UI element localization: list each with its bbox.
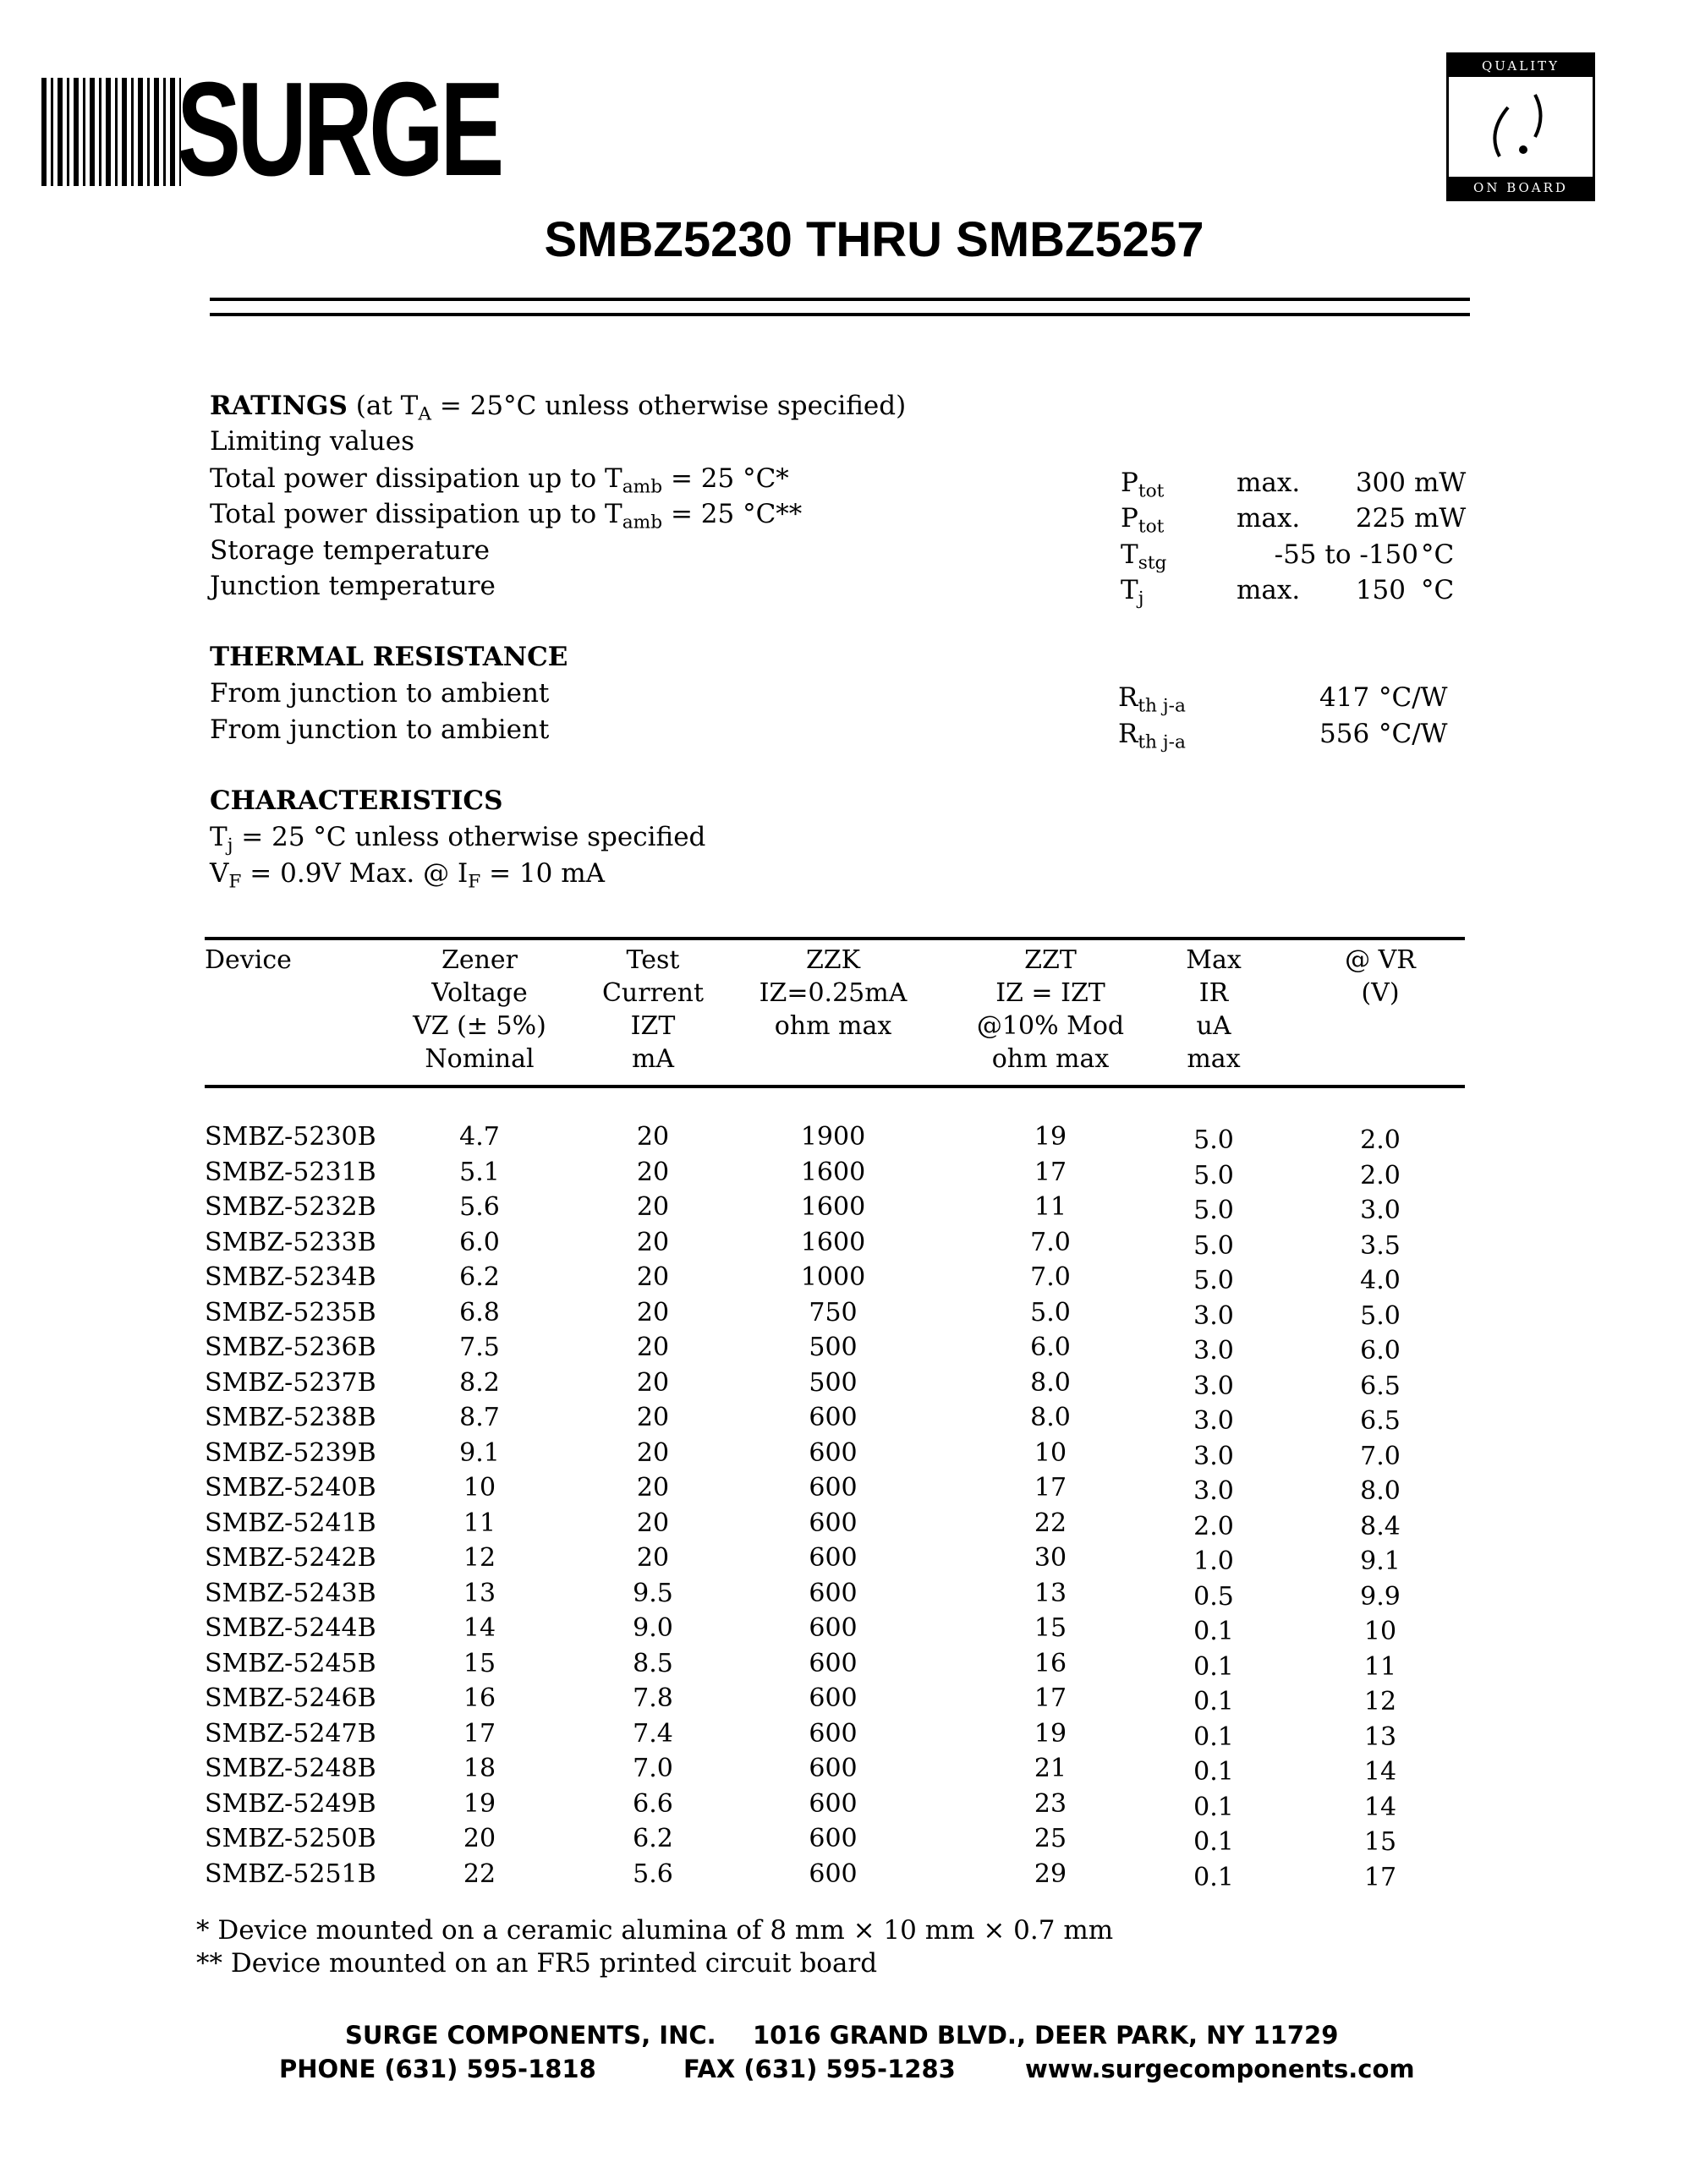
table-row [0, 1405, 1689, 1439]
thermal-label: From junction to ambient [210, 678, 550, 709]
cell-vr: 12 [1363, 1687, 1397, 1716]
table-header-line: mA [631, 1044, 675, 1074]
cell-test-current: 20 [636, 1192, 670, 1222]
rating-label-post: = 25 °C* [662, 463, 789, 494]
cell-zzt: 21 [1034, 1754, 1067, 1783]
cell-zener-voltage: 15 [463, 1648, 496, 1678]
rating-label-text: Total power dissipation up to T [210, 499, 622, 529]
cell-zzk: 600 [809, 1613, 858, 1643]
surge-logo [41, 55, 501, 204]
cell-device: SMBZ-5233B [205, 1227, 376, 1257]
cell-max-ir: 3.0 [1193, 1300, 1234, 1331]
footer-address: 1016 GRAND BLVD., DEER PARK, NY 11729 [753, 2021, 1339, 2050]
cell-vr: 6.0 [1360, 1336, 1401, 1366]
table-row [0, 1788, 1689, 1825]
rating-symbol [1121, 577, 1143, 608]
cell-device: SMBZ-5230B [205, 1122, 376, 1152]
c2-sub2: F [468, 871, 481, 893]
rating-value: 150 [1355, 575, 1406, 605]
table-row [0, 1157, 1689, 1194]
c2-sub: F [228, 871, 242, 893]
c1-sub: j [227, 835, 233, 857]
cell-zzk: 600 [809, 1473, 858, 1503]
c1-pre: T [210, 822, 228, 852]
cell-zener-voltage: 7.5 [459, 1333, 500, 1362]
cell-zzt: 30 [1034, 1543, 1067, 1573]
table-header-line: Device [205, 945, 292, 975]
cell-max-ir: 5.0 [1193, 1196, 1234, 1225]
cell-zener-voltage: 6.2 [459, 1262, 500, 1292]
cell-zzt: 5.0 [1030, 1297, 1071, 1327]
ratings-note: (at T [355, 391, 419, 421]
rating-symbol [1121, 539, 1167, 574]
table-row [0, 1578, 1689, 1615]
table-header-line: Current [601, 978, 705, 1008]
cell-zzt: 10 [1034, 1437, 1067, 1468]
cell-zener-voltage: 17 [463, 1718, 496, 1749]
thermal-symbol-sub: th j-a [1138, 731, 1186, 753]
cell-zzk: 750 [809, 1297, 858, 1327]
cell-device: SMBZ-5241B [205, 1508, 376, 1538]
cell-max-ir: 3.0 [1193, 1476, 1234, 1506]
cell-zzt: 8.0 [1030, 1367, 1071, 1398]
table-header-line: ZZK [805, 945, 861, 975]
cell-test-current: 9.5 [633, 1578, 673, 1608]
table-header-line: ohm max [991, 1044, 1110, 1074]
cell-zener-voltage: 6.8 [459, 1297, 500, 1327]
cell-zzt: 23 [1034, 1788, 1067, 1819]
rating-symbol [1121, 503, 1165, 538]
cell-device: SMBZ-5231B [205, 1157, 376, 1187]
table-header-line: max [1187, 1044, 1241, 1074]
cell-max-ir: 0.1 [1193, 1687, 1234, 1716]
cell-vr: 8.0 [1360, 1476, 1401, 1506]
table-row [0, 1192, 1689, 1229]
cell-zzk: 600 [809, 1858, 858, 1889]
cell-test-current: 20 [636, 1297, 670, 1327]
cell-zzk: 1600 [800, 1227, 866, 1257]
cell-zzk: 600 [809, 1437, 858, 1468]
cell-zzk: 600 [809, 1718, 858, 1749]
cell-max-ir: 0.1 [1193, 1617, 1234, 1646]
cell-zzt: 11 [1034, 1192, 1067, 1222]
cell-max-ir: 0.5 [1193, 1581, 1234, 1612]
cell-device: SMBZ-5238B [205, 1403, 376, 1432]
cell-device: SMBZ-5240B [205, 1473, 376, 1503]
cell-zzt: 6.0 [1030, 1333, 1071, 1362]
rating-value: 300 [1355, 468, 1406, 498]
cell-zzk: 600 [809, 1788, 858, 1819]
table-header-line: VZ (± 5%) [413, 1011, 546, 1041]
cell-test-current: 20 [636, 1157, 670, 1187]
table-row [0, 1122, 1689, 1158]
cell-zzt: 22 [1034, 1508, 1067, 1538]
cell-vr: 7.0 [1360, 1441, 1401, 1471]
table-header-col [706, 944, 960, 1043]
footnote-2: ** Device mounted on an FR5 printed circuit board [196, 1948, 878, 1979]
footnote-1: * Device mounted on a ceramic alumina of 8 mm × 10 mm × 0.7 mm [196, 1915, 1114, 1946]
cell-zzk: 1000 [800, 1262, 866, 1292]
rating-qualifier: max. [1237, 575, 1301, 605]
cell-test-current: 20 [636, 1122, 670, 1152]
cell-vr: 14 [1363, 1792, 1397, 1822]
cell-zener-voltage: 20 [463, 1824, 496, 1853]
table-header-line: Voltage [431, 978, 528, 1008]
rating-unit: mW [1414, 503, 1467, 534]
cell-zener-voltage: 8.2 [459, 1367, 500, 1398]
cell-device: SMBZ-5247B [205, 1718, 376, 1749]
table-header-line: Max [1186, 945, 1242, 975]
cell-vr: 11 [1363, 1651, 1397, 1682]
cell-zener-voltage: 11 [463, 1508, 496, 1538]
rating-symbol-sub: stg [1138, 552, 1167, 574]
cell-vr: 2.0 [1360, 1125, 1401, 1155]
cell-vr: 9.1 [1360, 1546, 1401, 1576]
table-row [0, 1543, 1689, 1579]
rating-unit: °C [1421, 575, 1455, 605]
rating-label-sub: amb [622, 512, 663, 534]
cell-zzt: 8.0 [1030, 1403, 1071, 1432]
cell-zzt: 29 [1034, 1858, 1067, 1889]
rating-unit: °C [1421, 539, 1455, 570]
table-row [0, 1826, 1689, 1860]
cell-max-ir: 5.0 [1193, 1160, 1234, 1191]
cell-device: SMBZ-5251B [205, 1858, 376, 1889]
cell-vr: 6.5 [1360, 1406, 1401, 1436]
cell-zzk: 600 [809, 1543, 858, 1573]
rating-symbol-sub: tot [1138, 516, 1165, 538]
rating-label-text: Total power dissipation up to T [210, 463, 622, 494]
table-row [0, 1297, 1689, 1334]
cell-vr: 3.5 [1360, 1230, 1401, 1261]
badge-bottom-text: ON BOARD [1449, 177, 1593, 199]
table-row [0, 1437, 1689, 1475]
footer-fax: FAX (631) 595-1283 [683, 2055, 956, 2083]
title-rule-bottom [210, 313, 1470, 316]
cell-test-current: 7.8 [633, 1683, 673, 1713]
cell-vr: 15 [1363, 1827, 1397, 1857]
c2-post: = 10 mA [480, 858, 606, 889]
cell-device: SMBZ-5232B [205, 1192, 376, 1222]
cell-zzk: 600 [809, 1403, 858, 1432]
rating-qualifier: max. [1237, 468, 1301, 498]
cell-device: SMBZ-5234B [205, 1262, 376, 1292]
thermal-value: 556 [1319, 719, 1370, 749]
cell-zzk: 1900 [800, 1122, 866, 1152]
cell-zzk: 600 [809, 1754, 858, 1783]
cell-vr: 10 [1363, 1617, 1397, 1646]
quality-on-board-badge [1446, 52, 1595, 201]
table-row [0, 1648, 1689, 1685]
ratings-heading-line [210, 393, 906, 424]
table-header-line: IR [1198, 978, 1229, 1008]
thermal-unit: °C/W [1379, 682, 1448, 713]
cell-test-current: 6.2 [633, 1824, 673, 1853]
characteristics-line-2 [210, 858, 606, 893]
rating-symbol-main: T [1121, 575, 1138, 605]
cell-device: SMBZ-5237B [205, 1367, 376, 1398]
thermal-symbol-sub: th j-a [1138, 695, 1186, 717]
cell-zzk: 600 [809, 1578, 858, 1608]
cell-zener-voltage: 5.1 [459, 1157, 500, 1187]
rating-unit: mW [1414, 468, 1467, 498]
cell-test-current: 9.0 [633, 1613, 673, 1643]
cell-zener-voltage: 13 [463, 1578, 496, 1608]
cell-test-current: 20 [636, 1437, 670, 1468]
cell-max-ir: 0.1 [1193, 1757, 1234, 1787]
characteristics-line-1 [210, 824, 705, 855]
cell-zzt: 16 [1034, 1648, 1067, 1678]
cell-test-current: 20 [636, 1508, 670, 1538]
footer-company: SURGE COMPONENTS, INC. [345, 2021, 716, 2050]
table-row [0, 1475, 1689, 1509]
footer-phone: PHONE (631) 595-1818 [279, 2055, 596, 2083]
cell-zzk: 600 [809, 1683, 858, 1713]
cell-device: SMBZ-5250B [205, 1824, 376, 1853]
cell-max-ir: 1.0 [1193, 1546, 1234, 1576]
cell-device: SMBZ-5246B [205, 1683, 376, 1713]
cell-zzk: 500 [809, 1367, 858, 1398]
c2-pre: V [210, 858, 229, 889]
rating-symbol [1121, 470, 1164, 501]
table-rule-bottom [205, 1085, 1465, 1088]
cell-zzk: 600 [809, 1508, 858, 1538]
rating-label [210, 535, 490, 568]
cell-zener-voltage: 8.7 [459, 1403, 500, 1432]
thermal-value: 417 [1319, 682, 1370, 713]
ratings-note-post: = 25°C unless otherwise specified) [431, 391, 907, 421]
cell-max-ir: 5.0 [1193, 1266, 1234, 1295]
cell-test-current: 20 [636, 1473, 670, 1503]
thermal-unit: °C/W [1379, 719, 1448, 749]
cell-zzt: 19 [1034, 1718, 1067, 1749]
cell-max-ir: 3.0 [1193, 1336, 1234, 1366]
cell-device: SMBZ-5239B [205, 1437, 376, 1468]
cell-device: SMBZ-5242B [205, 1543, 376, 1573]
cell-max-ir: 0.1 [1193, 1721, 1234, 1752]
rating-symbol-main: T [1121, 539, 1138, 570]
cell-test-current: 20 [636, 1333, 670, 1362]
cell-max-ir: 3.0 [1193, 1371, 1234, 1401]
ratings-heading: RATINGS [210, 391, 348, 421]
cell-zener-voltage: 22 [463, 1858, 496, 1889]
cell-test-current: 20 [636, 1543, 670, 1573]
cell-max-ir: 0.1 [1193, 1862, 1234, 1892]
cell-max-ir: 0.1 [1193, 1792, 1234, 1822]
rating-symbol-main: P [1121, 503, 1138, 534]
cell-test-current: 7.0 [633, 1754, 673, 1783]
logo-bars [41, 78, 181, 186]
cell-device: SMBZ-5249B [205, 1788, 376, 1819]
cell-vr: 13 [1363, 1721, 1397, 1752]
table-header-line: Nominal [425, 1044, 535, 1074]
page-title: SMBZ5230 THRU SMBZ5257 [544, 212, 1204, 267]
cell-test-current: 5.6 [633, 1858, 673, 1889]
cell-zzt: 17 [1034, 1473, 1067, 1503]
table-row [0, 1262, 1689, 1299]
rating-qualifier: max. [1237, 503, 1301, 534]
cell-zener-voltage: 12 [463, 1543, 496, 1573]
table-row [0, 1367, 1689, 1404]
cell-device: SMBZ-5235B [205, 1297, 376, 1327]
quality-swirl-icon [1483, 90, 1559, 162]
cell-zzt: 7.0 [1030, 1227, 1071, 1257]
cell-vr: 9.9 [1360, 1581, 1401, 1612]
rating-symbol-sub: j [1138, 588, 1144, 610]
thermal-symbol [1118, 682, 1186, 717]
rating-symbol-sub: tot [1138, 480, 1165, 502]
limiting-values: Limiting values [210, 426, 414, 457]
cell-zener-voltage: 5.6 [459, 1192, 500, 1222]
table-header-line: IZT [630, 1011, 676, 1041]
cell-max-ir: 0.1 [1193, 1827, 1234, 1857]
cell-vr: 6.5 [1360, 1371, 1401, 1401]
table-header-line: IZ=0.25mA [759, 978, 908, 1008]
cell-zener-voltage: 10 [463, 1473, 496, 1503]
cell-test-current: 20 [636, 1367, 670, 1398]
cell-device: SMBZ-5245B [205, 1648, 376, 1678]
characteristics-heading: CHARACTERISTICS [210, 785, 503, 816]
thermal-symbol-main: R [1118, 682, 1138, 713]
cell-zener-voltage: 16 [463, 1683, 496, 1713]
table-header-line: ZZT [1024, 945, 1077, 975]
rating-label [210, 501, 802, 532]
cell-max-ir: 5.0 [1193, 1230, 1234, 1261]
cell-test-current: 20 [636, 1227, 670, 1257]
cell-zener-voltage: 4.7 [459, 1122, 500, 1152]
cell-zener-voltage: 6.0 [459, 1227, 500, 1257]
table-row [0, 1718, 1689, 1755]
cell-zzk: 600 [809, 1648, 858, 1678]
cell-zzk: 1600 [800, 1192, 866, 1222]
cell-zzt: 17 [1034, 1157, 1067, 1187]
table-header-line: @10% Mod [976, 1011, 1125, 1041]
rating-label-text: Storage temperature [210, 535, 490, 566]
thermal-label: From junction to ambient [210, 714, 550, 745]
cell-zener-voltage: 18 [463, 1754, 496, 1783]
cell-vr: 5.0 [1360, 1300, 1401, 1331]
cell-max-ir: 0.1 [1193, 1651, 1234, 1682]
c2-mid: = 0.9V Max. @ I [241, 858, 469, 889]
rating-symbol-main: P [1121, 468, 1138, 498]
cell-zzk: 500 [809, 1333, 858, 1362]
cell-test-current: 6.6 [633, 1788, 673, 1819]
rating-label-sub: amb [622, 476, 663, 498]
cell-device: SMBZ-5243B [205, 1578, 376, 1608]
rating-label-text: Junction temperature [210, 571, 496, 601]
table-header-line: Zener [441, 945, 518, 975]
cell-zener-voltage: 9.1 [459, 1437, 500, 1468]
cell-test-current: 20 [636, 1262, 670, 1292]
footer-website[interactable]: www.surgecomponents.com [1025, 2055, 1415, 2083]
table-header-line: IZ = IZT [995, 978, 1105, 1008]
title-rule-top [210, 298, 1470, 301]
cell-max-ir: 3.0 [1193, 1406, 1234, 1436]
table-row [0, 1508, 1689, 1545]
rating-value: -55 to -150 [1274, 539, 1418, 570]
thermal-symbol [1118, 721, 1186, 752]
cell-vr: 17 [1363, 1862, 1397, 1892]
table-header-line: @ VR [1345, 945, 1416, 975]
cell-test-current: 7.4 [633, 1718, 673, 1749]
table-header-line: Test [626, 945, 680, 975]
logo-text: SURGE [177, 55, 501, 204]
cell-vr: 8.4 [1360, 1511, 1401, 1541]
cell-zzt: 17 [1034, 1683, 1067, 1713]
table-row [0, 1613, 1689, 1650]
cell-zener-voltage: 14 [463, 1613, 496, 1643]
cell-zzt: 7.0 [1030, 1262, 1071, 1292]
rating-value: 225 [1355, 503, 1406, 534]
table-row [0, 1756, 1689, 1790]
cell-zzk: 600 [809, 1824, 858, 1853]
cell-max-ir: 2.0 [1193, 1511, 1234, 1541]
cell-max-ir: 5.0 [1193, 1125, 1234, 1155]
cell-test-current: 8.5 [633, 1648, 673, 1678]
table-header-col [1253, 944, 1507, 1010]
rating-label-post: = 25 °C** [662, 499, 803, 529]
rating-label [210, 463, 789, 498]
table-row [0, 1858, 1689, 1896]
badge-top-text: QUALITY [1449, 55, 1593, 77]
cell-zzt: 19 [1034, 1122, 1067, 1152]
cell-vr: 3.0 [1360, 1196, 1401, 1225]
cell-zener-voltage: 19 [463, 1788, 496, 1819]
cell-zzt: 25 [1034, 1824, 1067, 1853]
cell-vr: 4.0 [1360, 1266, 1401, 1295]
cell-device: SMBZ-5244B [205, 1613, 376, 1643]
cell-max-ir: 3.0 [1193, 1441, 1234, 1471]
table-header-line: (V) [1361, 978, 1400, 1008]
ratings-note-sub: A [418, 403, 431, 425]
thermal-symbol-main: R [1118, 719, 1138, 749]
table-header-line: ohm max [774, 1011, 892, 1041]
table-header-col [205, 944, 292, 977]
cell-device: SMBZ-5248B [205, 1754, 376, 1783]
cell-zzt: 13 [1034, 1578, 1067, 1608]
table-header-line: uA [1196, 1011, 1231, 1041]
cell-vr: 14 [1363, 1757, 1397, 1787]
cell-device: SMBZ-5236B [205, 1333, 376, 1362]
table-row [0, 1227, 1689, 1264]
cell-test-current: 20 [636, 1403, 670, 1432]
table-rule-top [205, 937, 1465, 940]
thermal-heading: THERMAL RESISTANCE [210, 642, 568, 672]
cell-zzk: 1600 [800, 1157, 866, 1187]
c1-post: = 25 °C unless otherwise specified [233, 822, 706, 852]
cell-vr: 2.0 [1360, 1160, 1401, 1191]
rating-label [210, 573, 496, 604]
table-row [0, 1335, 1689, 1369]
table-row [0, 1683, 1689, 1720]
cell-zzt: 15 [1034, 1613, 1067, 1643]
